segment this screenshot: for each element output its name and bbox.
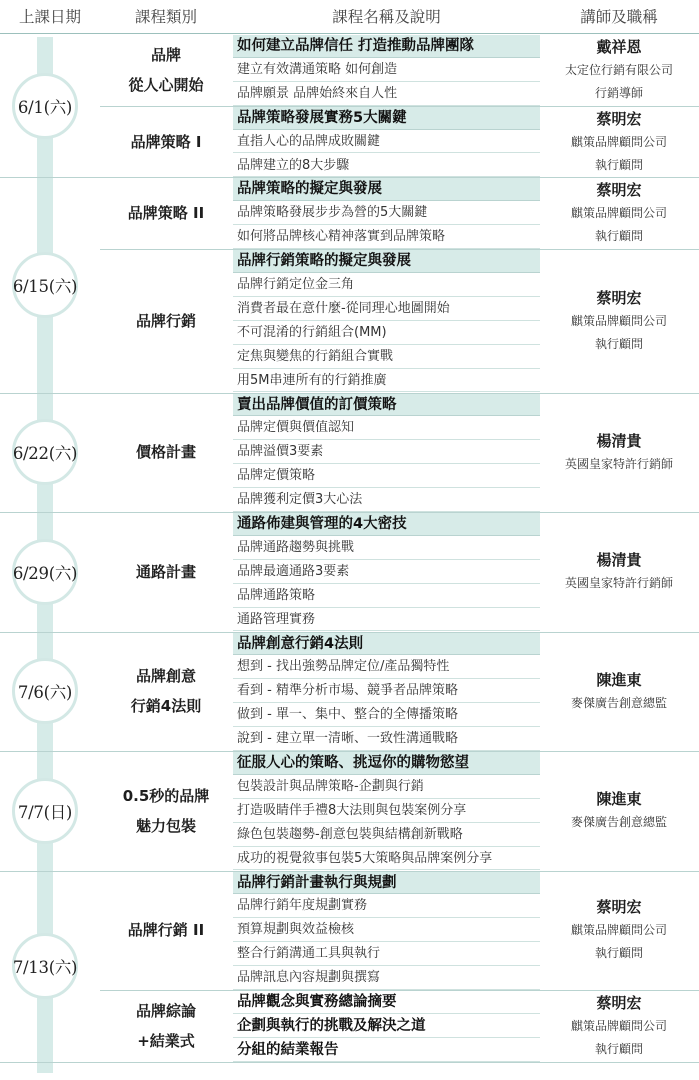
course-detail-row: 品牌最適通路3要素 <box>233 561 540 584</box>
instructor-name: 楊清貴 <box>596 431 642 450</box>
course-detail-row: 品牌通路趨勢與挑戰 <box>233 537 540 560</box>
header-course: 課程名稱及說明 <box>332 8 441 26</box>
instructor-info <box>540 429 698 476</box>
course-category <box>100 996 232 1056</box>
instructor-info <box>540 895 698 965</box>
instructor-info <box>540 286 698 356</box>
course-title-row: 通路佈建與管理的4大密技 <box>233 513 540 536</box>
course-detail-row: 品牌溢價3要素 <box>233 441 540 464</box>
course-detail-row: 綠色包裝趨勢-創意包裝與結構創新戰略 <box>233 824 540 847</box>
course-category <box>100 661 232 721</box>
category-line: 品牌 <box>150 45 181 64</box>
course-detail-row: 品牌策略發展步步為營的5大關鍵 <box>233 202 540 225</box>
date-badge: 7/7(日) <box>12 778 78 844</box>
course-detail-row: 打造吸睛伴手禮8大法則與包裝案例分享 <box>233 800 540 823</box>
category-line: 品牌策略 I <box>130 132 202 151</box>
header-category: 課程類別 <box>134 8 197 26</box>
course-detail-row: 品牌定價與價值認知 <box>233 417 540 440</box>
course-detail-row: 用5M串連所有的行銷推廣 <box>233 370 540 393</box>
instructor-name: 蔡明宏 <box>596 993 642 1012</box>
course-category <box>100 131 232 153</box>
course-title-row: 如何建立品牌信任 打造推動品牌團隊 <box>233 35 540 58</box>
course-detail-row: 品牌訊息內容規劃與撰寫 <box>233 967 540 990</box>
date-badge: 6/1(六) <box>12 73 78 139</box>
category-line: 0.5秒的品牌 <box>122 786 210 805</box>
instructor-info <box>540 107 698 177</box>
date-badge: 7/13(六) <box>12 933 78 999</box>
category-line: +結業式 <box>137 1031 195 1050</box>
category-line: 通路計畫 <box>135 562 196 581</box>
instructor-title: 執行顧問 <box>594 157 643 172</box>
course-category <box>100 441 232 463</box>
instructor-title: 英國皇家特許行銷師 <box>564 456 673 471</box>
category-line: 品牌創意 <box>135 667 196 686</box>
instructor-title: 行銷導師 <box>594 85 643 100</box>
category-line: 品牌策略 II <box>127 204 205 223</box>
course-title-row: 品牌觀念與實務總論摘要 <box>233 991 540 1014</box>
course-detail-row: 整合行銷溝通工具與執行 <box>233 943 540 966</box>
course-detail-row: 定焦與變焦的行銷組合實戰 <box>233 346 540 369</box>
category-line: 魅力包裝 <box>135 816 196 835</box>
course-detail-row: 品牌建立的8大步驟 <box>233 155 540 178</box>
instructor-title: 麒策品牌顧問公司 <box>570 206 667 221</box>
session-divider <box>0 1062 699 1063</box>
course-title-row: 品牌行銷計畫執行與規劃 <box>233 872 540 895</box>
course-detail-row: 想到 - 找出強勢品牌定位/產品獨特性 <box>233 656 540 679</box>
course-category <box>100 310 232 332</box>
course-category <box>100 40 232 100</box>
course-detail-row: 品牌行銷年度規劃實務 <box>233 895 540 918</box>
instructor-name: 陳進東 <box>596 670 642 689</box>
instructor-info <box>540 178 698 248</box>
course-detail-row: 看到 - 精準分析市場、競爭者品牌策略 <box>233 680 540 703</box>
category-line: 從人心開始 <box>128 75 204 94</box>
course-detail-row: 品牌行銷定位金三角 <box>233 274 540 297</box>
instructor-title: 麒策品牌顧問公司 <box>570 313 667 328</box>
instructor-title: 執行顧問 <box>594 946 643 961</box>
course-detail-row: 成功的視覺敘事包裝5大策略與品牌案例分享 <box>233 848 540 871</box>
instructor-title: 執行顧問 <box>594 229 643 244</box>
instructor-info <box>540 668 698 715</box>
instructor-name: 蔡明宏 <box>596 898 642 917</box>
course-title-row: 品牌策略發展實務5大關鍵 <box>233 107 540 130</box>
instructor-title: 麥傑廣告創意總監 <box>570 695 667 710</box>
date-badge: 6/29(六) <box>12 539 78 605</box>
category-line: 品牌行銷 <box>135 311 196 330</box>
course-category <box>100 561 232 583</box>
course-category <box>100 781 232 841</box>
course-title-row: 品牌策略的擬定與發展 <box>233 178 540 201</box>
instructor-info <box>540 787 698 834</box>
instructor-name: 蔡明宏 <box>596 109 642 128</box>
category-line: 價格計畫 <box>135 443 196 462</box>
instructor-title: 麒策品牌顧問公司 <box>570 1018 667 1033</box>
course-detail-row: 品牌通路策略 <box>233 585 540 608</box>
course-detail-row: 包裝設計與品牌策略-企劃與行銷 <box>233 776 540 799</box>
instructor-title: 麒策品牌顧問公司 <box>570 923 667 938</box>
instructor-title: 執行顧問 <box>594 336 643 351</box>
instructor-info <box>540 35 698 105</box>
course-title-row: 品牌創意行銷4法則 <box>233 633 540 656</box>
date-badge: 7/6(六) <box>12 658 78 724</box>
course-detail-row: 企劃與執行的挑戰及解決之道 <box>233 1015 540 1038</box>
instructor-title: 英國皇家特許行銷師 <box>564 576 673 591</box>
course-detail-row: 做到 - 單一、集中、整合的全傳播策略 <box>233 704 540 727</box>
instructor-title: 執行顧問 <box>594 1041 643 1056</box>
course-detail-row: 不可混淆的行銷組合(MM) <box>233 322 540 345</box>
instructor-name: 陳進東 <box>596 790 642 809</box>
course-detail-row: 消費者最在意什麼-從同理心地圖開始 <box>233 298 540 321</box>
course-title-row: 征服人心的策略、挑逗你的購物慾望 <box>233 752 540 775</box>
course-title-row: 品牌行銷策略的擬定與發展 <box>233 250 540 273</box>
instructor-name: 蔡明宏 <box>596 181 642 200</box>
header-date: 上課日期 <box>18 8 81 26</box>
category-line: 品牌行銷 II <box>127 921 205 940</box>
course-title-row: 賣出品牌價值的訂價策略 <box>233 394 540 417</box>
category-line: 行銷4法則 <box>130 697 202 716</box>
course-detail-row: 分組的結業報告 <box>233 1039 540 1062</box>
course-detail-row: 如何將品牌核心精神落實到品牌策略 <box>233 226 540 249</box>
course-detail-row: 品牌獲利定價3大心法 <box>233 489 540 512</box>
date-badge: 6/22(六) <box>12 419 78 485</box>
course-detail-row: 通路管理實務 <box>233 609 540 632</box>
instructor-title: 麥傑廣告創意總監 <box>570 815 667 830</box>
course-detail-row: 品牌定價策略 <box>233 465 540 488</box>
header-divider <box>0 33 699 34</box>
instructor-info <box>540 991 698 1061</box>
date-badge: 6/15(六) <box>12 252 78 318</box>
instructor-name: 楊清貴 <box>596 551 642 570</box>
instructor-title: 太定位行銷有限公司 <box>564 62 673 77</box>
instructor-title: 麒策品牌顧問公司 <box>570 134 667 149</box>
course-category <box>100 202 232 224</box>
course-detail-row: 說到 - 建立單一清晰、一致性溝通戰略 <box>233 728 540 751</box>
course-detail-row: 直指人心的品牌成敗關鍵 <box>233 131 540 154</box>
instructor-name: 蔡明宏 <box>596 288 642 307</box>
instructor-name: 戴祥恩 <box>596 37 642 56</box>
course-detail-row: 預算規劃與效益檢核 <box>233 919 540 942</box>
category-line: 品牌綜論 <box>135 1001 196 1020</box>
course-detail-row: 品牌願景 品牌始終來自人性 <box>233 83 540 106</box>
course-detail-row: 建立有效溝通策略 如何創造 <box>233 59 540 82</box>
instructor-info <box>540 548 698 595</box>
course-category <box>100 919 232 941</box>
header-instructor: 講師及職稱 <box>580 8 658 26</box>
